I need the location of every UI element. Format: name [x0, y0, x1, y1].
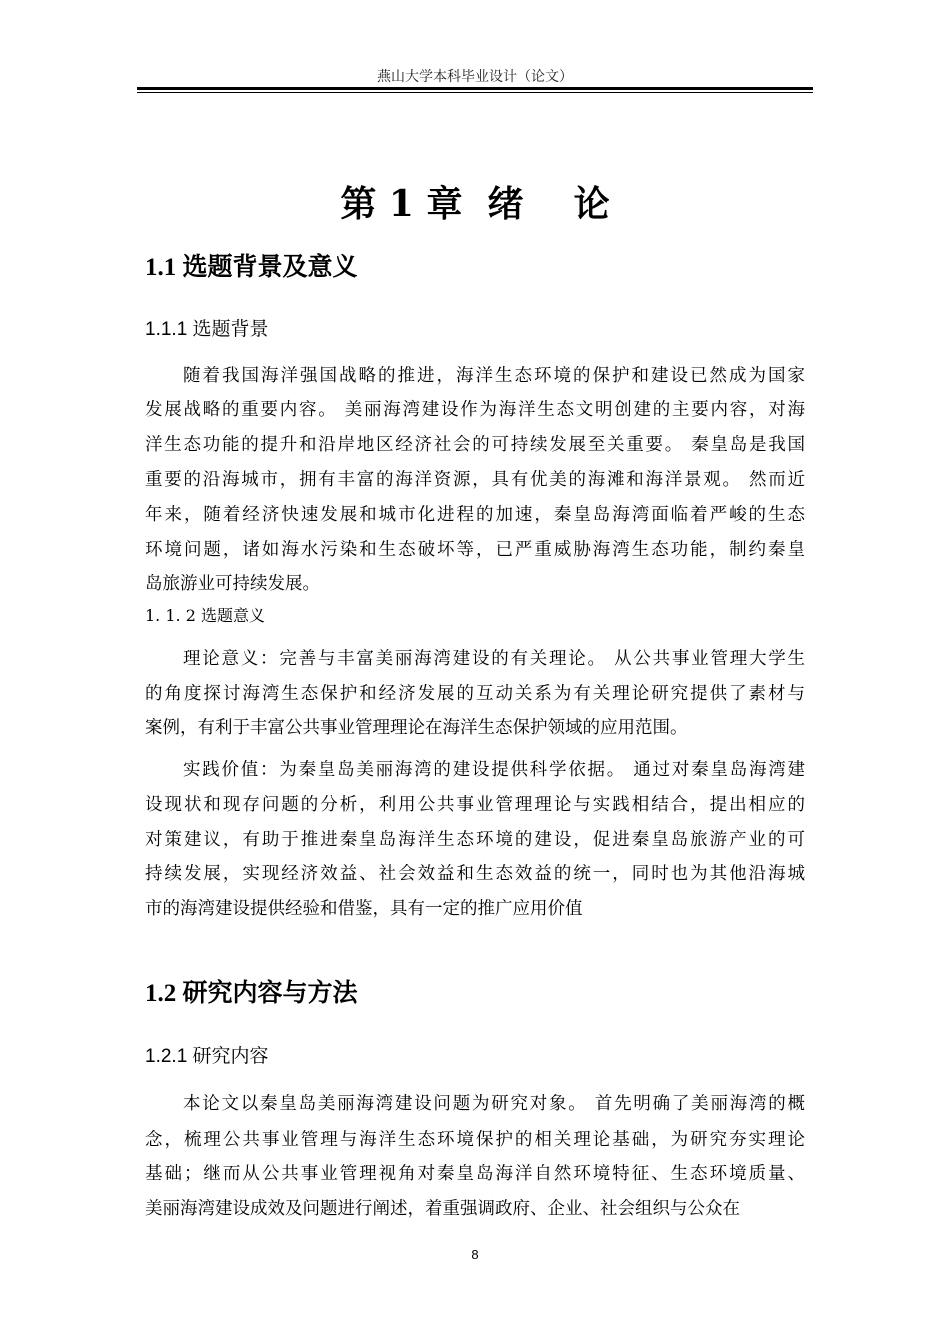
- subsection-heading-1-1-2: 1. 1. 2 选题意义: [145, 606, 265, 625]
- text-line: 环境问题，诸如海水污染和生态破坏等，已严重威胁海湾生态功能，制约秦皇: [145, 540, 805, 560]
- header-rule-thick: [137, 87, 813, 90]
- section-heading-1-2: 1.2 研究内容与方法: [145, 980, 358, 1007]
- text-line: 本论文以秦皇岛美丽海湾建设问题为研究对象。 首先明确了美丽海湾的概: [183, 1094, 805, 1114]
- text-line: 实践价值：为秦皇岛美丽海湾的建设提供科学依据。 通过对秦皇岛海湾建: [183, 760, 805, 780]
- text-line: 发展战略的重要内容。 美丽海湾建设作为海洋生态文明创建的主要内容，对海: [145, 400, 805, 420]
- text-line: 理论意义：完善与丰富美丽海湾建设的有关理论。 从公共事业管理大学生: [183, 649, 805, 669]
- text-line: 的角度探讨海湾生态保护和经济发展的互动关系为有关理论研究提供了素材与: [145, 684, 805, 704]
- subsection-heading-1-2-1: 1.2.1 研究内容: [145, 1046, 269, 1067]
- running-header: 燕山大学本科毕业设计（论文）: [377, 69, 573, 85]
- text-line: 持续发展，实现经济效益、社会效益和生态效益的统一，同时也为其他沿海城: [145, 864, 805, 884]
- text-line: 基础；继而从公共事业管理视角对秦皇岛海洋自然环境特征、生态环境质量、: [145, 1164, 805, 1184]
- header-rule-thin: [137, 92, 813, 93]
- text-line: 念，梳理公共事业管理与海洋生态环境保护的相关理论基础，为研究夯实理论: [145, 1130, 805, 1150]
- text-line: 设现状和现存问题的分析，利用公共事业管理理论与实践相结合，提出相应的: [145, 795, 805, 815]
- text-line: 洋生态功能的提升和沿岸地区经济社会的可持续发展至关重要。 秦皇岛是我国: [145, 435, 805, 455]
- text-line: 重要的沿海城市，拥有丰富的海洋资源，具有优美的海滩和海洋景观。 然而近: [145, 470, 805, 490]
- text-line: 岛旅游业可持续发展。: [145, 574, 320, 594]
- text-line: 年来，随着经济快速发展和城市化进程的加速，秦皇岛海湾面临着严峻的生态: [145, 505, 805, 525]
- subsection-heading-1-1-1: 1.1.1 选题背景: [145, 319, 269, 340]
- text-line: 随着我国海洋强国战略的推进，海洋生态环境的保护和建设已然成为国家: [183, 366, 805, 386]
- section-heading-1-1: 1.1 选题背景及意义: [145, 254, 358, 281]
- text-line: 美丽海湾建设成效及问题进行阐述，着重强调政府、企业、社会组织与公众在: [145, 1199, 740, 1219]
- text-line: 市的海湾建设提供经验和借鉴，具有一定的推广应用价值: [145, 899, 583, 919]
- chapter-title: 第 1 章 绪 论: [340, 183, 610, 225]
- text-line: 对策建议，有助于推进秦皇岛海洋生态环境的建设，促进秦皇岛旅游产业的可: [145, 830, 805, 850]
- page-number: 8: [471, 1247, 479, 1262]
- text-line: 案例，有利于丰富公共事业管理理论在海洋生态保护领域的应用范围。: [145, 718, 688, 738]
